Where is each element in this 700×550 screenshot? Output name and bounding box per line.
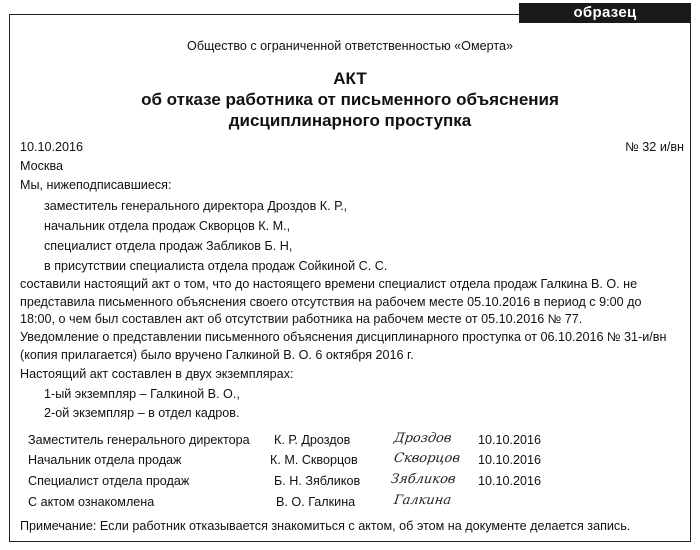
member-item: начальник отдела продаж Скворцов К. М., [44,219,291,233]
signature-name: К. Р. Дроздов [274,433,351,447]
signature-position: С актом ознакомлена [28,495,155,509]
document-title: АКТ [333,69,367,88]
copy-item: 2-ой экземпляр – в отдел кадров. [44,406,240,420]
signature-name: В. О. Галкина [276,495,356,509]
signature-date: 10.10.2016 [478,433,542,447]
paragraph-notice: Уведомление о представлении письменного объяснения дисциплинарного проступка от 06.10.2016 № 31-и/вн (копия прилагается) было вручено Галкиной В. О. 6 октября 2016 г. [20,330,667,362]
member-item: заместитель генерального директора Дроздов К. Р., [44,199,348,213]
document-date: 10.10.2016 [20,140,84,154]
sample-badge: образец [519,3,691,23]
handwritten-signature: Дроздов [392,431,453,446]
signature-date: 10.10.2016 [478,453,542,467]
document-number: № 32 и/вн [625,140,684,154]
signature-position: Специалист отдела продаж [28,474,190,488]
copy-item: 1-ый экземпляр – Галкиной В. О., [44,387,240,401]
paragraph-main: составили настоящий акт о том, что до настоящего времени специалист отдела продаж Галкина В. О. не представила письменного объяснения своего отсутствия на рабочем месте 05.10.2016 в период с 9:00 до 18:00, о чем был составлен акт об отсутствии работника на рабочем месте от 05.10.2016 № 77. [20,277,642,326]
signature-position: Начальник отдела продаж [28,453,182,467]
organization-name: Общество с ограниченной ответственностью «Омерта» [187,39,513,53]
document-subtitle-line1: об отказе работника от письменного объяснения [141,90,559,109]
member-item: в присутствии специалиста отдела продаж Сойкиной С. С. [44,259,388,273]
handwritten-signature: Скворцов [392,451,461,466]
member-item: специалист отдела продаж Забликов Б. Н, [44,239,293,253]
handwritten-signature: Галкина [392,493,453,508]
intro-text: Мы, нижеподписавшиеся: [20,178,172,192]
copies-intro: Настоящий акт составлен в двух экземплярах: [20,367,294,381]
signature-position: Заместитель генерального директора [28,433,250,447]
signature-date: 10.10.2016 [478,474,542,488]
signature-name: К. М. Скворцов [270,453,358,467]
signature-name: Б. Н. Зябликов [274,474,361,488]
document-note: Примечание: Если работник отказывается знакомиться с актом, об этом на документе делается запись. [20,519,631,533]
document-subtitle-line2: дисциплинарного проступка [228,111,472,130]
document-city: Москва [20,159,63,173]
handwritten-signature: Зябликов [389,472,457,487]
